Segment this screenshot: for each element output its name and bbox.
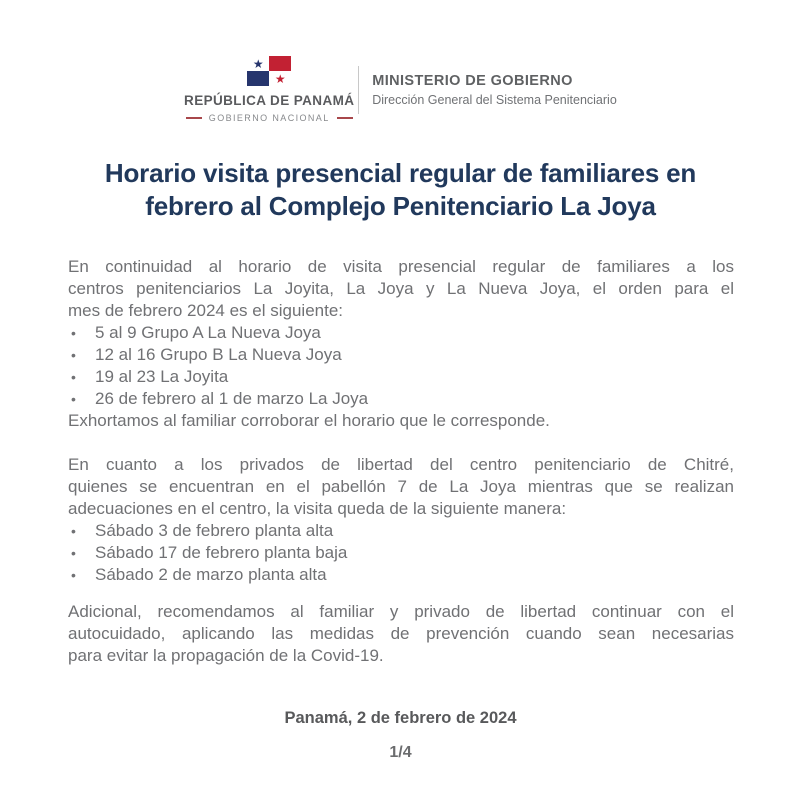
page-number: 1/4 [389, 744, 412, 761]
list-item-text: 26 de febrero al 1 de marzo La Joya [95, 389, 369, 408]
paragraph-line: autocuidado, aplicando las medidas de prevención cuando sean necesarias [68, 624, 734, 643]
bullet-icon: • [71, 523, 76, 539]
paragraph-line: centros penitenciarios La Joyita, La Joya y La Nueva Joya, el orden para el [68, 279, 734, 298]
paragraph-1 [68, 256, 734, 322]
paragraph-line: quienes se encuentran en el pabellón 7 de La Joya mientras que se realizan [68, 477, 734, 496]
republic-label: REPÚBLICA DE PANAMÁ [184, 93, 355, 108]
red-star-icon: ★ [274, 71, 286, 86]
bullet-icon: • [71, 545, 76, 561]
list-item-text: 19 al 23 La Joyita [95, 367, 229, 386]
title-line-1: Horario visita presencial regular de familiares en [104, 158, 697, 188]
list-item [68, 388, 734, 410]
paragraph-line: Adicional, recomendamos al familiar y privado de libertad continuar con el [68, 602, 734, 621]
ministry-label: MINISTERIO DE GOBIERNO [372, 72, 573, 89]
list-item [68, 520, 734, 542]
direction-label: Dirección General del Sistema Penitenciario [372, 92, 617, 107]
flag-quadrant-red [269, 56, 291, 71]
panama-flag-icon [247, 56, 291, 86]
paragraph-line: En continuidad al horario de visita presencial regular de familiares a los [68, 257, 734, 276]
paragraph-line: adecuaciones en el centro, la visita queda de la siguiente manera: [68, 499, 567, 518]
bullet-icon: • [71, 347, 76, 363]
paragraph-line: para evitar la propagación de la Covid-19. [68, 646, 384, 665]
page-title [0, 157, 801, 223]
government-header [0, 0, 801, 123]
dateline: Panamá, 2 de febrero de 2024 [284, 709, 517, 727]
ministry-brand [372, 73, 617, 107]
list-item-text: Sábado 3 de febrero planta alta [95, 521, 334, 540]
list-item [68, 344, 734, 366]
paragraph-line: En cuanto a los privados de libertad del centro penitenciario de Chitré, [68, 455, 734, 474]
paragraph-line: mes de febrero 2024 es el siguiente: [68, 301, 344, 320]
list-item [68, 542, 734, 564]
title-line-2: febrero al Complejo Penitenciario La Joya [145, 191, 656, 221]
flag-quadrant-white-blue-star [247, 56, 269, 71]
schedule-list-chitre [68, 520, 734, 586]
list-item-text: 5 al 9 Grupo A La Nueva Joya [95, 323, 321, 342]
republic-brand [184, 56, 354, 123]
blue-star-icon: ★ [252, 56, 264, 71]
list-item-text: Sábado 2 de marzo planta alta [95, 565, 327, 584]
national-label: GOBIERNO NACIONAL [208, 113, 330, 123]
paragraph-2 [68, 454, 734, 520]
flag-quadrant-blue [247, 71, 269, 86]
schedule-list-february [68, 322, 734, 410]
national-row [186, 113, 353, 123]
closing-line: Exhortamos al familiar corroborar el horario que le corresponde. [68, 411, 550, 430]
dash-left-icon [186, 117, 202, 119]
list-item [68, 366, 734, 388]
list-item [68, 564, 734, 586]
list-item-text: Sábado 17 de febrero planta baja [95, 543, 348, 562]
bullet-icon: • [71, 369, 76, 385]
bullet-icon: • [71, 391, 76, 407]
header-divider [358, 66, 359, 114]
bullet-icon: • [71, 325, 76, 341]
list-item [68, 322, 734, 344]
flag-quadrant-white-red-star [269, 71, 291, 86]
body-content [0, 223, 801, 667]
list-item-text: 12 al 16 Grupo B La Nueva Joya [95, 345, 342, 364]
paragraph-3 [68, 601, 734, 667]
bullet-icon: • [71, 567, 76, 583]
dash-right-icon [337, 117, 353, 119]
